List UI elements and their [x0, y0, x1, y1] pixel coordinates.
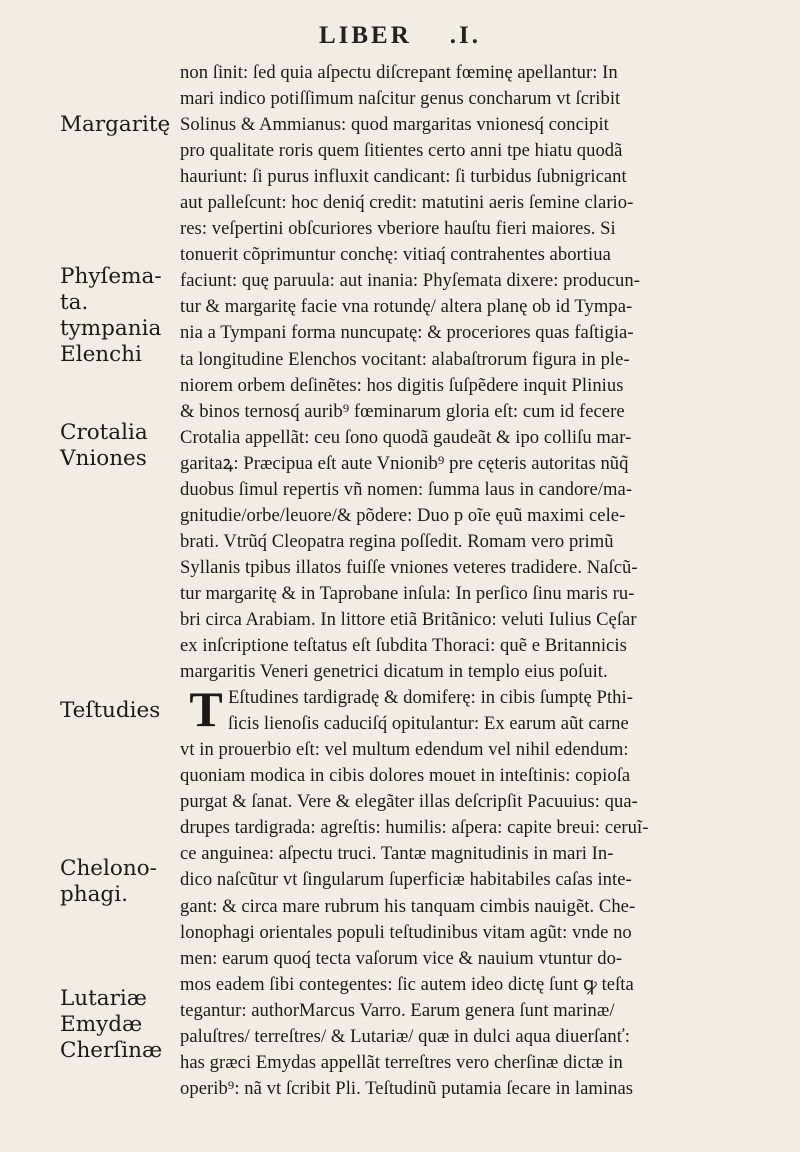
- text-line: men: earum quoq́ tecta vaſorum vice & nauium vtuntur do-: [180, 947, 623, 969]
- text-line: tonuerit cõprimuntur conchę: vitiaq́ contrahentes abortiua: [180, 244, 611, 266]
- text-line: garitaꝝ: Præcipua eſt aute Vnionib⁹ pre cęteris autoritas nũq̃: [180, 452, 629, 474]
- text-line: & binos ternosq́ aurib⁹ fœminarum gloria eſt: cum id fecere: [180, 400, 625, 422]
- marginal-note: Elenchi: [60, 342, 142, 367]
- text-line: mos eadem ſibi contegentes: ſic autem ideo dictę ſunt ꝙ teſta: [180, 973, 634, 995]
- text-line: ex inſcriptione teſtatus eſt ſubdita Thoraci: quẽ e Britannicis: [180, 635, 627, 657]
- text-line: brati. Vtrũq́ Cleopatra regina poſſedit. Romam vero primũ: [180, 530, 614, 552]
- marginal-note: Phyſema-: [60, 264, 162, 289]
- text-line: niorem orbem deſinẽtes: hos digitis ſuſpẽdere inquit Plinius: [180, 374, 624, 396]
- marginal-note: Crotalia: [60, 420, 148, 445]
- marginal-note: phagi.: [60, 882, 128, 907]
- text-line: vt in prouerbio eſt: vel multum edendum vel nihil edendum:: [180, 739, 629, 761]
- text-line: non ſinit: ſed quia aſpectu diſcrepant fœminę apellantur: In: [180, 62, 618, 83]
- text-line: aut palleſcunt: hoc deniq́ credit: matutini aeris ſemine clario-: [180, 192, 634, 214]
- marginal-note: Emydæ: [60, 1012, 143, 1037]
- header-book-title: LIBER: [318, 22, 412, 49]
- text-line: operib⁹: nã vt ſcribit Pli. Teſtudinũ putamia ſecare in laminas: [180, 1077, 634, 1099]
- text-line: tur & margaritę facie vna rotundę/ altera planę ob id Tympa-: [180, 296, 633, 318]
- marginal-note: Chelono-: [60, 856, 157, 881]
- text-line: gnitudie/orbe/leuore/& põdere: Duo p oĩe ęuũ maximi cele-: [180, 504, 626, 526]
- text-line: nia a Tympani forma nuncupatę: & proceriores quas faſtigia-: [180, 322, 634, 344]
- text-line: Eſtudines tardigradę & domiferę: in cibis ſumptę Pthi-: [228, 687, 633, 709]
- text-line: dico naſcũtur vt ſingularum ſuperficiæ habitabiles caſas inte-: [180, 869, 632, 891]
- text-line: quoniam modica in cibis dolores mouet in inteſtinis: copioſa: [180, 765, 631, 787]
- running-header: [0, 22, 800, 50]
- text-line: drupes tardigrada: agreſtis: humilis: aſpera: capite breui: ceruĩ-: [180, 817, 649, 839]
- main-text-block: [180, 60, 752, 1102]
- text-line: paluſtres/ terreſtres/ & Lutariæ/ quæ in dulci aqua diuerſanť:: [180, 1025, 630, 1047]
- text-line: Solinus & Ammianus: quod margaritas vnionesq́ concipit: [180, 114, 609, 136]
- text-line: Syllanis tpibus illatos fuiſſe vniones veteres tradidere. Naſcũ-: [180, 556, 638, 578]
- text-line: pro qualitate roris quem ſitientes certo anni tpe hiatu quodã: [180, 140, 623, 162]
- text-line: duobus ſimul repertis vñ nomen: ſumma laus in candore/ma-: [180, 478, 633, 500]
- marginal-note: ta.: [60, 290, 89, 315]
- marginal-note: Teſtudies: [60, 698, 161, 723]
- text-line: ſicis lienoſis caduciſq́ opitulantur: Ex earum aũt carne: [228, 713, 629, 735]
- marginal-note: Margaritę: [60, 112, 171, 137]
- marginal-note: Cherſinæ: [60, 1038, 163, 1063]
- text-line: tegantur: authorMarcus Varro. Earum genera ſunt marinæ/: [180, 999, 615, 1021]
- text-line: ce anguinea: aſpectu truci. Tantæ magnitudinis in mari In-: [180, 843, 614, 865]
- text-line: has græci Emydas appellãt terreſtres vero cherſinæ dictæ in: [180, 1051, 623, 1073]
- text-line: mari indico potiſſimum naſcitur genus concharum vt ſcribit: [180, 88, 621, 110]
- header-book-number: .I.: [449, 22, 482, 49]
- marginal-note: Vniones: [60, 446, 147, 471]
- text-line: lonophagi orientales populi teſtudinibus vitam agũt: vnde no: [180, 921, 632, 943]
- marginal-note: tympania: [60, 316, 162, 341]
- text-line: ta longitudine Elenchos vocitant: alabaſtrorum figura in ple-: [180, 348, 630, 370]
- text-line: hauriunt: ſi purus influxit candicant: ſi turbidus ſubnigricant: [180, 166, 627, 188]
- text-line: gant: & circa mare rubrum his tanquam cimbis nauigẽt. Che-: [180, 895, 636, 917]
- text-line: bri circa Arabiam. In littore etiã Britãnico: veluti Iulius Cęſar: [180, 608, 637, 630]
- text-line: purgat & ſanat. Vere & elegãter illas deſcripſit Pacuuius: qua-: [180, 791, 638, 813]
- marginal-note: Lutariæ: [60, 986, 147, 1011]
- text-line: res: veſpertini obſcuriores vberiore hauſtu fieri maiores. Si: [180, 218, 616, 240]
- decorated-initial: T: [189, 681, 223, 737]
- text-line: margaritis Veneri genetrici dicatum in templo eius poſuit.: [180, 661, 608, 683]
- text-line: Crotalia appellãt: ceu ſono quodã gaudeãt & ipo colliſu mar-: [180, 426, 632, 448]
- text-line: faciunt: quę paruula: aut inania: Phyſemata dixere: producun-: [180, 270, 640, 292]
- text-line: tur margaritę & in Taprobane inſula: In perſico ſinu maris ru-: [180, 582, 635, 604]
